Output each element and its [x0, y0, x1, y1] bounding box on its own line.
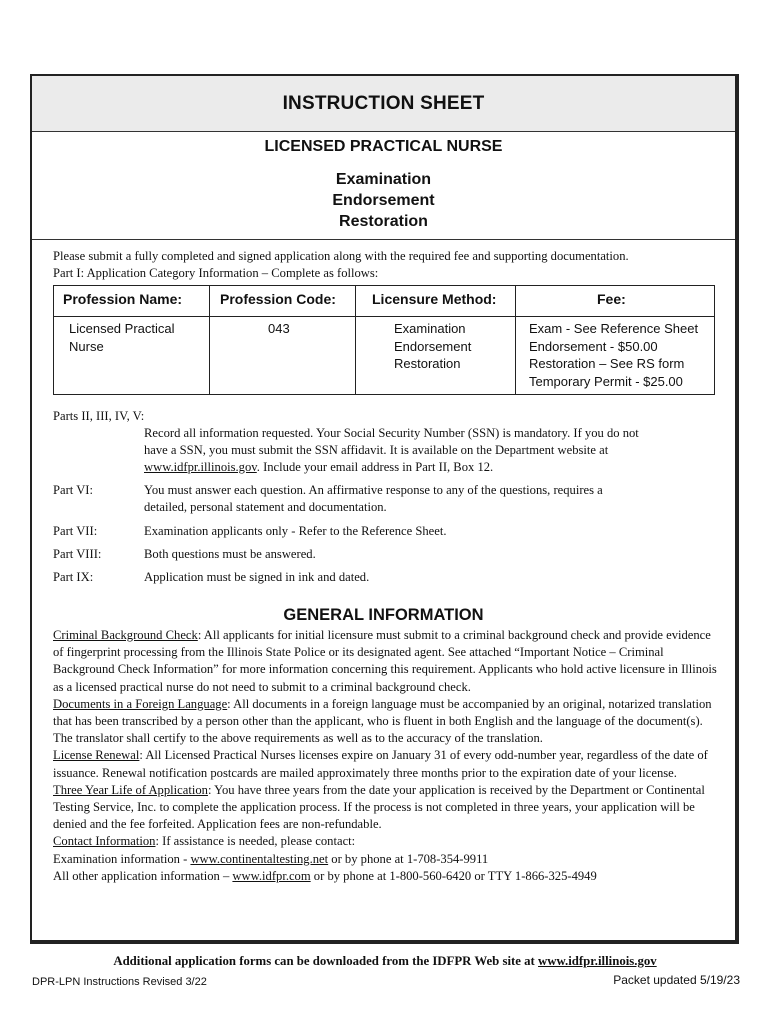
part-7-label: Part VII: — [53, 524, 98, 538]
application-life-title: Three Year Life of Application — [53, 782, 208, 797]
fee-line: Restoration – See RS form — [529, 356, 685, 371]
cell-licensure-methods — [394, 320, 471, 373]
method-line: Restoration — [394, 356, 461, 371]
cell-profession-code: 043 — [268, 321, 290, 336]
exam-contact-line — [53, 851, 718, 868]
part-8-label: Part VIII: — [53, 547, 102, 561]
other-contact-prefix: All other application information – — [53, 868, 233, 883]
parts-2-5-line: have a SSN, you must submit the SSN affidavit. It is available on the Department website at — [144, 443, 609, 457]
footer-note-text: Additional application forms can be downloaded from the IDFPR Web site at — [113, 954, 539, 968]
cell-fees — [529, 320, 698, 390]
method-line: Examination — [394, 321, 466, 336]
profession-subtitle: LICENSED PRACTICAL NURSE — [264, 138, 503, 155]
criminal-background-check-title: Criminal Background Check — [53, 628, 198, 642]
method-restoration: Restoration — [339, 213, 428, 230]
parts-2-5-line-rest: . Include your email address in Part II, Box 12. — [256, 460, 494, 474]
part-9-text: Application must be signed in ink and dated. — [144, 570, 370, 584]
table-col-divider — [209, 286, 210, 394]
table-col-divider — [515, 286, 516, 394]
header-fee: Fee: — [597, 291, 626, 307]
idfpr-link[interactable]: www.idfpr.com — [232, 868, 311, 883]
parts-2-5-label: Parts II, III, IV, V: — [53, 409, 145, 423]
name-line: Nurse — [69, 338, 104, 354]
header-profession-name: Profession Name: — [63, 291, 183, 307]
general-info-heading: GENERAL INFORMATION — [283, 606, 484, 624]
exam-contact-prefix: Examination information - — [53, 851, 191, 866]
contact-info-paragraph — [53, 833, 718, 850]
idfpr-website-link[interactable]: www.idfpr.illinois.gov — [144, 460, 257, 474]
table-header-rule — [54, 316, 714, 317]
license-renewal-title: License Renewal — [53, 748, 140, 763]
header-divider — [32, 239, 735, 240]
application-life-paragraph — [53, 782, 718, 834]
parts-2-5-text — [144, 425, 704, 476]
license-renewal-paragraph — [53, 747, 718, 781]
page-title: INSTRUCTION SHEET — [282, 93, 485, 114]
name-line: Licensed Practical — [69, 321, 175, 336]
table-col-divider — [355, 286, 356, 394]
foreign-language-title: Documents in a Foreign Language — [53, 696, 228, 711]
fee-line: Endorsement - $50.00 — [529, 338, 658, 354]
part-6-line: detailed, personal statement and documentation. — [144, 500, 387, 514]
header-licensure-method: Licensure Method: — [372, 291, 497, 307]
form-id: DPR-LPN Instructions Revised 3/22 — [32, 976, 207, 988]
part-6-label: Part VI: — [53, 483, 93, 497]
criminal-background-check-paragraph — [53, 627, 718, 696]
footer-note — [0, 954, 770, 969]
fee-line: Temporary Permit - $25.00 — [529, 373, 683, 389]
foreign-language-paragraph — [53, 696, 718, 748]
method-endorsement: Endorsement — [332, 192, 435, 209]
packet-updated-date: Packet updated 5/19/23 — [613, 973, 740, 987]
part-6-text — [144, 482, 704, 516]
fee-line: Exam - See Reference Sheet — [529, 321, 699, 336]
exam-contact-phone: or by phone at 1-708-354-9911 — [328, 851, 489, 866]
part-8-text: Both questions must be answered. — [144, 547, 316, 561]
parts-2-5-line: Record all information requested. Your Social Security Number (SSN) is mandatory. If you do not — [144, 426, 639, 440]
method-examination: Examination — [335, 171, 432, 188]
intro-line-2: Part I: Application Category Information – Complete as follows: — [53, 266, 379, 280]
part-9-label: Part IX: — [53, 570, 94, 584]
general-info-body — [53, 627, 718, 885]
application-life-text: : You have three years from the date your application is received by the Department or Continental Testing Service, Inc. to complete the application process. If the process is not completed in three years, your application will be denied and the fee forfeited. Application fees are non-refundable. — [53, 782, 705, 832]
other-contact-phone: or by phone at 1-800-560-6420 or TTY 1-866-325-4949 — [310, 868, 597, 883]
foreign-language-text: : All documents in a foreign language must be accompanied by an original, notarized translation that has been transcribed by a person other than the applicant, who is fluent in both English and the language of the document(s). The translator shall certify to the above requirements as well as to the accuracy of the translation. — [53, 696, 712, 746]
method-line: Endorsement — [394, 338, 472, 354]
header-profession-code: Profession Code: — [220, 291, 336, 307]
title-bar — [32, 76, 735, 132]
other-contact-line — [53, 868, 718, 885]
license-renewal-text: : All Licensed Practical Nurses licenses expire on January 31 of every odd-number year, regardless of the date of issuance. Renewal notification postcards are mailed approximately three months prior to the expiration date of your license. — [53, 748, 708, 780]
profession-table — [53, 285, 715, 395]
intro-line-1: Please submit a fully completed and signed application along with the required fee and supporting documentation. — [53, 249, 629, 263]
part-7-text: Examination applicants only - Refer to the Reference Sheet. — [144, 524, 447, 538]
continental-testing-link[interactable]: www.continentaltesting.net — [190, 851, 329, 866]
contact-info-title: Contact Information — [53, 834, 156, 849]
footer-idfpr-link[interactable]: www.idfpr.illinois.gov — [538, 954, 657, 968]
cell-profession-name — [69, 320, 175, 355]
intro-text — [53, 248, 629, 282]
instruction-sheet-frame — [30, 74, 739, 944]
criminal-background-check-text: : All applicants for initial licensure must submit to a criminal background check and provide evidence of fingerprint processing from the Illinois State Police or its designated agent. See attached “Important Notice – Criminal Background Check Information” for more information concerning this requirement. Applicants who hold active licensure in Illinois as a licensed practical nurse do not need to submit to a criminal background check. — [53, 628, 717, 694]
part-6-line: You must answer each question. An affirmative response to any of the questions, requires a — [144, 483, 603, 497]
contact-info-text: : If assistance is needed, please contact: — [155, 834, 356, 849]
licensure-methods — [32, 169, 735, 232]
parts-2-5-line — [144, 459, 704, 476]
